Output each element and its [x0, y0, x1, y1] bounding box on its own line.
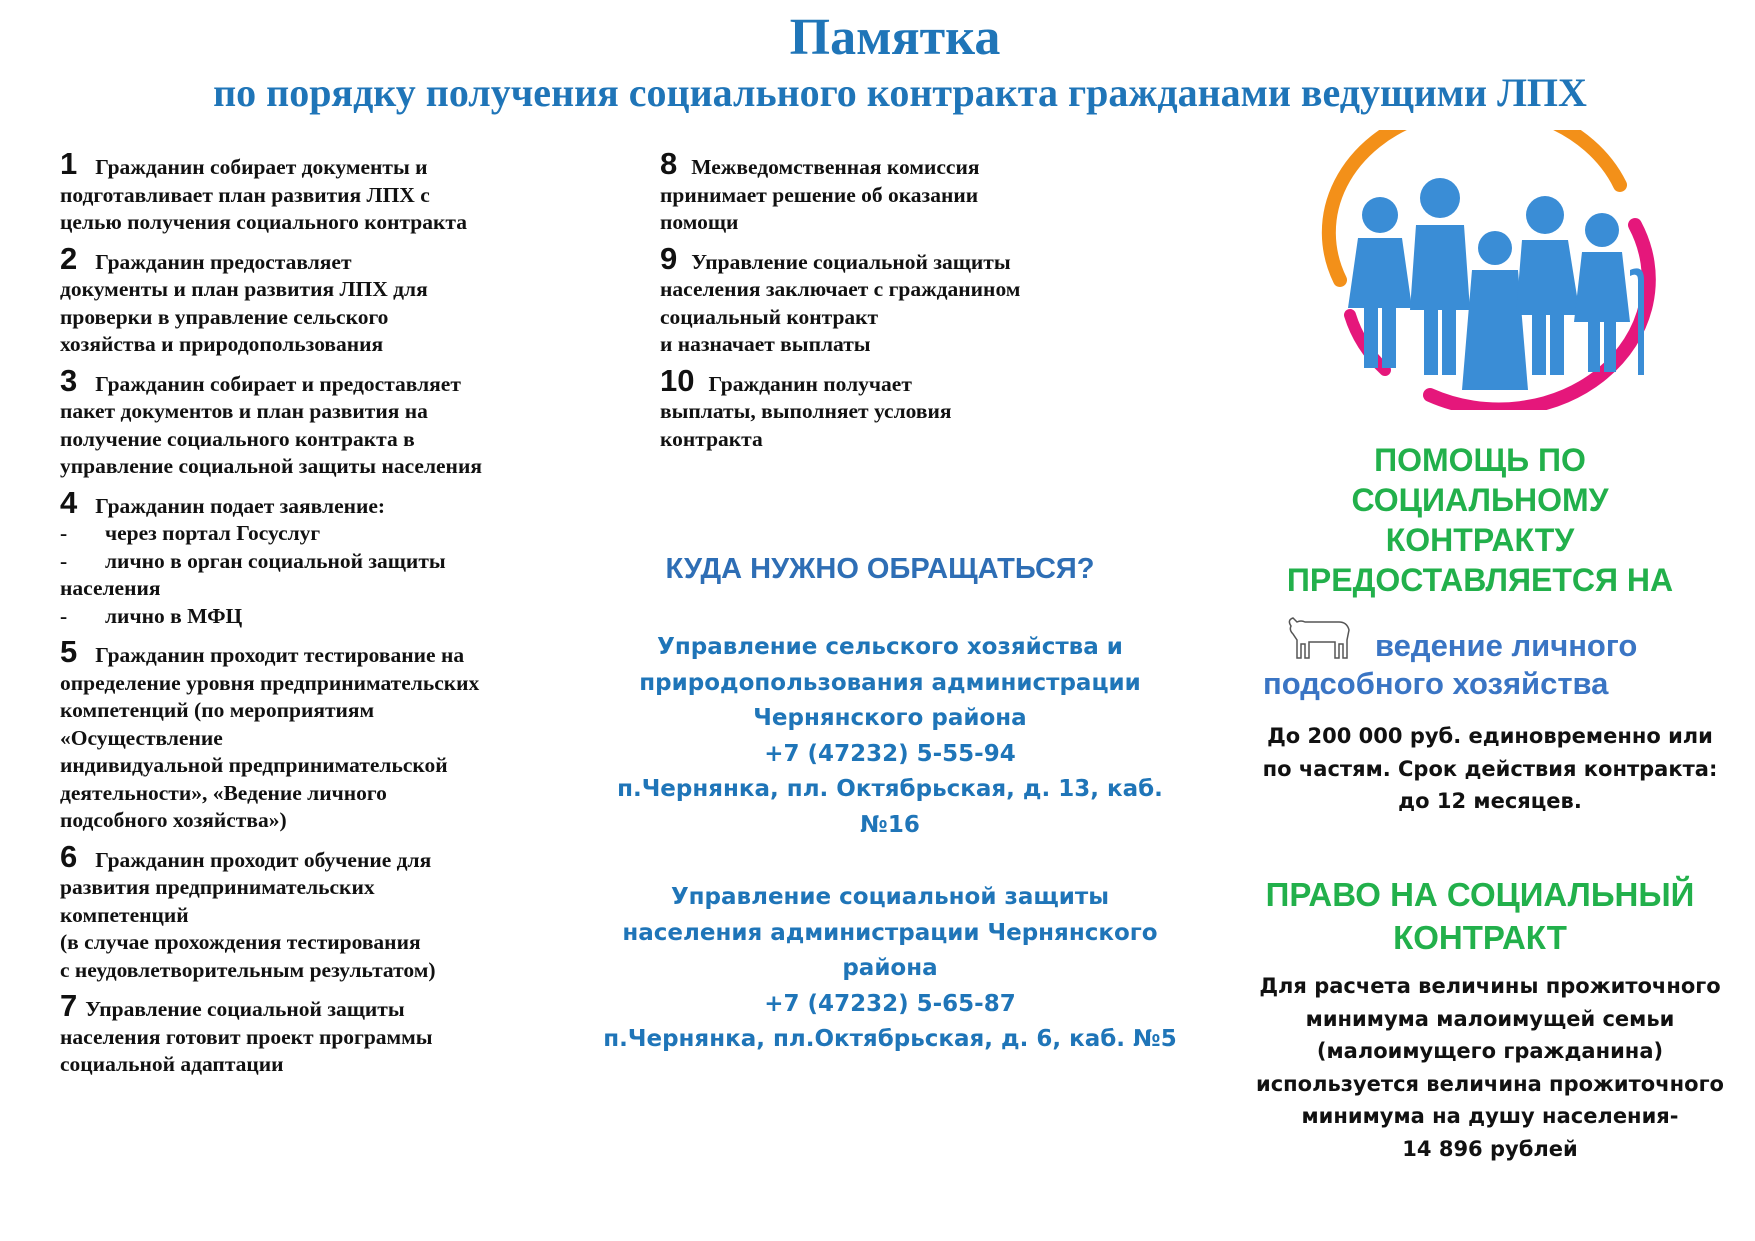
contact-phone: +7 (47232) 5-55-94: [764, 740, 1016, 767]
living-wage-line: минимума на душу населения-: [1301, 1104, 1679, 1128]
step-line: Гражданин собирает документы и: [95, 155, 428, 179]
step-line: населения заключает с гражданином: [660, 277, 1021, 301]
help-heading-line: СОЦИАЛЬНОМУ: [1351, 482, 1609, 518]
list-dash: -: [60, 603, 68, 628]
step-line: Гражданин предоставляет: [95, 249, 352, 274]
contact-line: Чернянского района: [753, 705, 1027, 731]
contact-line: Управление сельского хозяйства и: [657, 634, 1123, 660]
living-wage-note: [1240, 970, 1740, 1165]
amount-line: До 200 000 руб. единовременно или: [1267, 724, 1713, 748]
step-line: документы и план развития ЛПХ для: [60, 277, 428, 301]
living-wage-amount: 14 896 рублей: [1402, 1136, 1578, 1161]
step-8: [660, 146, 1110, 237]
step-9: [660, 240, 1110, 359]
living-wage-line: (малоимущего гражданина): [1316, 1039, 1664, 1063]
step-line: Гражданин проходит тестирование на: [95, 643, 465, 667]
step-2: [60, 240, 560, 359]
step-4: [60, 484, 560, 631]
list-dash: -: [60, 548, 68, 573]
step-line: социальной адаптации: [60, 1052, 284, 1076]
contact-line: природопользования администрации: [639, 669, 1141, 696]
step-line: контракта: [660, 426, 763, 451]
contact-social-protection-dept: [600, 880, 1180, 1058]
step-6: [60, 838, 560, 985]
step-line: Управление социальной защиты: [85, 997, 405, 1021]
contact-phone: +7 (47232) 5-65-87: [764, 990, 1016, 1017]
help-heading-line: КОНТРАКТУ: [1385, 522, 1575, 558]
steps-column-left: [60, 146, 560, 1087]
step-line: деятельности», «Ведение личного: [60, 780, 387, 805]
contacts-heading: КУДА НУЖНО ОБРАЩАТЬСЯ?: [665, 553, 1095, 585]
step-line: Гражданин подает заявление:: [95, 493, 386, 518]
step-line: проверки в управление сельского: [60, 304, 389, 329]
step-line: Межведомственная комиссия: [691, 155, 980, 179]
help-heading-line: ПОМОЩЬ ПО: [1374, 442, 1586, 478]
step-line: социальный контракт: [660, 304, 879, 329]
contact-agriculture-dept: [600, 630, 1180, 843]
step-line: Гражданин получает: [708, 371, 912, 396]
amount-line: по частям. Срок действия контракта:: [1262, 756, 1718, 781]
step-line: лично в МФЦ: [105, 603, 243, 628]
step-line: управление социальной защиты населения: [60, 454, 482, 478]
page-title: Памятка: [789, 9, 1001, 66]
right-heading-line: КОНТРАКТ: [1393, 919, 1567, 956]
step-line: хозяйства и природопользования: [60, 332, 384, 356]
step-number: 7: [60, 988, 78, 1023]
step-line: через портал Госуслуг: [105, 521, 321, 545]
step-line: выплаты, выполняет условия: [660, 399, 952, 423]
step-7: [60, 988, 560, 1079]
contact-line: района: [842, 955, 938, 981]
step-line: целью получения социального контракта: [60, 210, 467, 234]
step-number: 3: [60, 362, 78, 398]
contact-line: населения администрации Чернянского: [622, 919, 1158, 946]
step-number: 4: [60, 484, 78, 520]
step-line: с неудовлетворительным результатом): [60, 957, 436, 982]
living-wage-line: минимума малоимущей семьи: [1305, 1006, 1675, 1031]
step-line: и назначает выплаты: [660, 332, 871, 356]
step-number: 5: [60, 634, 78, 669]
step-line: развития предпринимательских: [60, 875, 375, 899]
step-3: [60, 362, 560, 481]
logo-people: [1348, 178, 1644, 390]
step-line: получение социального контракта в: [60, 426, 415, 451]
step-line: Гражданин проходит обучение для: [95, 847, 432, 872]
step-10: [660, 362, 1110, 454]
step-line: компетенций: [60, 902, 189, 927]
step-number: 10: [660, 362, 695, 398]
step-line: индивидуальной предпринимательской: [60, 753, 448, 777]
page-subtitle: по порядку получения социального контракта гражданами ведущими ЛПХ: [213, 70, 1587, 115]
step-line: подготавливает план развития ЛПХ с: [60, 182, 430, 207]
right-heading: [1220, 873, 1740, 959]
contact-address: п.Чернянка, пл. Октябрьская, д. 13, каб.: [617, 776, 1163, 802]
step-line: «Осуществление: [60, 725, 223, 750]
help-heading: [1245, 440, 1715, 600]
living-wage-line: используется величина прожиточного: [1256, 1071, 1724, 1096]
step-line: Гражданин собирает и предоставляет: [95, 371, 461, 396]
amount-line: до 12 месяцев.: [1398, 789, 1582, 813]
step-5: [60, 634, 560, 835]
step-line: населения: [60, 576, 161, 600]
step-number: 2: [60, 240, 78, 276]
step-number: 8: [660, 146, 678, 181]
cow-icon: [1283, 612, 1355, 660]
steps-column-middle: [660, 146, 1110, 461]
step-line: (в случае прохождения тестирования: [60, 930, 421, 954]
step-line: населения готовит проект программы: [60, 1024, 433, 1049]
step-line: подсобного хозяйства»): [60, 808, 287, 832]
step-line: принимает решение об оказании: [660, 182, 979, 207]
amount-note: [1255, 720, 1725, 818]
right-heading-line: ПРАВО НА СОЦИАЛЬНЫЙ: [1265, 876, 1695, 913]
step-number: 6: [60, 838, 78, 874]
list-dash: -: [60, 521, 68, 545]
purpose-line: ведение личного: [1375, 628, 1638, 663]
family-logo: [1290, 130, 1670, 410]
living-wage-line: Для расчета величины прожиточного: [1259, 974, 1721, 998]
contact-address: п.Чернянка, пл.Октябрьская, д. 6, каб. №5: [603, 1026, 1177, 1052]
step-line: определение уровня предпринимательских: [60, 670, 480, 695]
step-line: пакет документов и план развития на: [60, 399, 428, 423]
contact-address: №16: [860, 811, 920, 838]
step-line: компетенций (по мероприятиям: [60, 698, 375, 722]
step-line: Управление социальной защиты: [691, 249, 1011, 274]
help-heading-line: ПРЕДОСТАВЛЯЕТСЯ НА: [1286, 562, 1674, 598]
step-number: 9: [660, 240, 678, 276]
purpose-line: подсобного хозяйства: [1263, 666, 1609, 701]
step-number: 1: [60, 146, 78, 181]
step-1: [60, 146, 560, 237]
contact-line: Управление социальной защиты: [670, 884, 1110, 910]
step-line: лично в орган социальной защиты: [105, 548, 446, 573]
step-line: помощи: [660, 210, 739, 234]
